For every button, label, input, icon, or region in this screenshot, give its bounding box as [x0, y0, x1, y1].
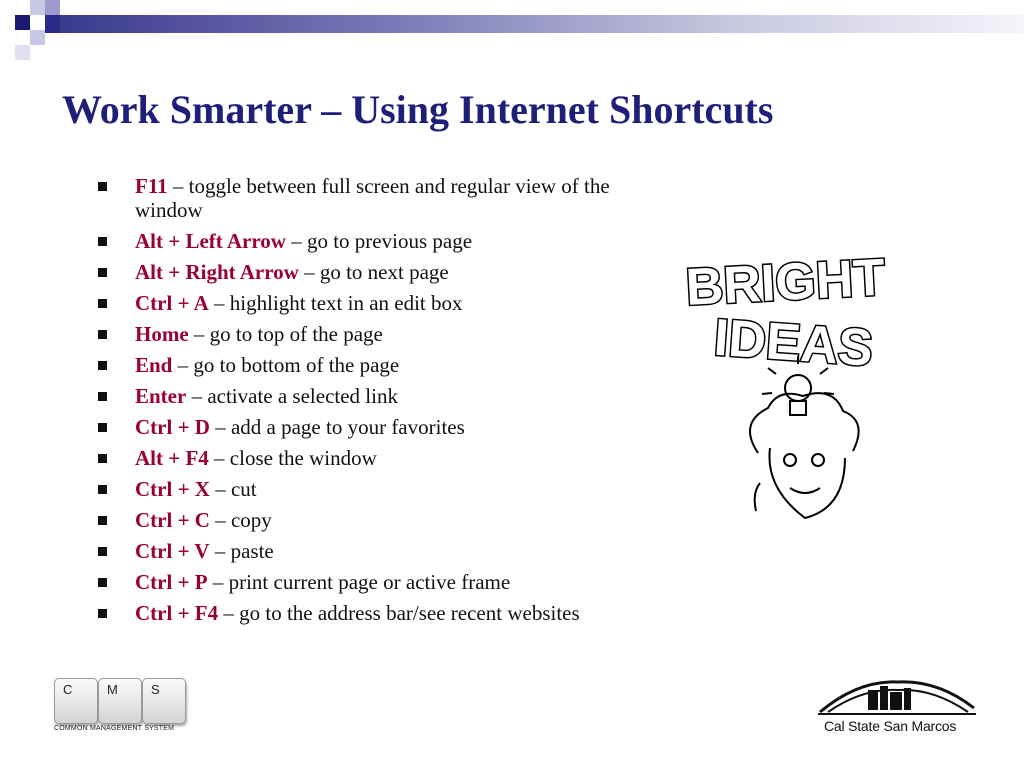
corner-square	[30, 30, 45, 45]
shortcut-key: F11	[135, 174, 168, 198]
shortcut-item	[96, 601, 656, 625]
shortcut-item	[96, 415, 656, 439]
shortcut-key: Ctrl + D	[135, 415, 210, 439]
bullet-square-icon	[98, 547, 107, 556]
corner-square	[15, 45, 30, 60]
slide-title: Work Smarter – Using Internet Shortcuts	[62, 87, 774, 132]
corner-square	[15, 15, 30, 30]
shortcut-item	[96, 229, 656, 253]
keycap-s: S	[142, 678, 186, 724]
campus-skyline-icon	[818, 672, 978, 718]
shortcut-item	[96, 353, 656, 377]
bullet-square-icon	[98, 454, 107, 463]
shortcut-item	[96, 260, 656, 284]
shortcut-item	[96, 322, 656, 346]
shortcut-description: – go to top of the page	[188, 322, 383, 346]
bullet-square-icon	[98, 268, 107, 277]
shortcut-item	[96, 384, 656, 408]
bullet-square-icon	[98, 423, 107, 432]
shortcut-description: – copy	[209, 508, 272, 532]
shortcut-key: Ctrl + P	[135, 570, 208, 594]
shortcut-description: – add a page to your favorites	[209, 415, 465, 439]
shortcut-list	[96, 174, 656, 632]
bullet-square-icon	[98, 299, 107, 308]
shortcut-item	[96, 508, 656, 532]
shortcut-description: – go to bottom of the page	[172, 353, 400, 377]
cms-caption: COMMON MANAGEMENT SYSTEM	[54, 725, 175, 732]
cms-logo	[52, 678, 192, 738]
shortcut-key: End	[135, 353, 173, 377]
bullet-square-icon	[98, 182, 107, 191]
corner-square	[30, 0, 45, 15]
bullet-square-icon	[98, 392, 107, 401]
clipart-text-line2: IDEAS	[712, 308, 875, 378]
university-name: Cal State San Marcos	[824, 718, 957, 734]
bullet-square-icon	[98, 516, 107, 525]
shortcut-description: – go to previous page	[285, 229, 473, 253]
keycap-c: C	[54, 678, 98, 724]
bullet-square-icon	[98, 237, 107, 246]
shortcut-description: – toggle between full screen and regular view of the window	[135, 174, 610, 222]
csusm-logo	[818, 672, 978, 742]
cartoon-face-icon	[750, 393, 859, 518]
bullet-square-icon	[98, 578, 107, 587]
shortcut-item	[96, 291, 656, 315]
shortcut-item	[96, 539, 656, 563]
bullet-square-icon	[98, 609, 107, 618]
shortcut-key: Home	[135, 322, 189, 346]
shortcut-description: – highlight text in an edit box	[208, 291, 463, 315]
bullet-square-icon	[98, 361, 107, 370]
shortcut-description: – print current page or active frame	[207, 570, 511, 594]
shortcut-item	[96, 570, 656, 594]
shortcut-key: Ctrl + X	[135, 477, 210, 501]
shortcut-key: Enter	[135, 384, 187, 408]
bullet-square-icon	[98, 330, 107, 339]
header-strip	[60, 15, 1024, 33]
shortcut-key: Alt + Right Arrow	[135, 260, 299, 284]
shortcut-item	[96, 174, 656, 222]
shortcut-description: – activate a selected link	[186, 384, 398, 408]
shortcut-key: Alt + F4	[135, 446, 209, 470]
shortcut-key: Alt + Left Arrow	[135, 229, 286, 253]
keycap-m: M	[98, 678, 142, 724]
corner-square	[45, 0, 60, 15]
shortcut-description: – go to the address bar/see recent websites	[218, 601, 580, 625]
shortcut-item	[96, 446, 656, 470]
shortcut-key: Ctrl + V	[135, 539, 210, 563]
bullet-square-icon	[98, 485, 107, 494]
shortcut-item	[96, 477, 656, 501]
corner-square	[45, 15, 60, 33]
shortcut-description: – go to next page	[298, 260, 449, 284]
clipart-text-line1: BRIGHT	[684, 248, 887, 317]
bright-ideas-clipart	[680, 248, 910, 548]
shortcut-description: – close the window	[208, 446, 377, 470]
shortcut-description: – cut	[209, 477, 257, 501]
shortcut-description: – paste	[209, 539, 274, 563]
shortcut-key: Ctrl + A	[135, 291, 209, 315]
shortcut-key: Ctrl + F4	[135, 601, 219, 625]
shortcut-key: Ctrl + C	[135, 508, 210, 532]
